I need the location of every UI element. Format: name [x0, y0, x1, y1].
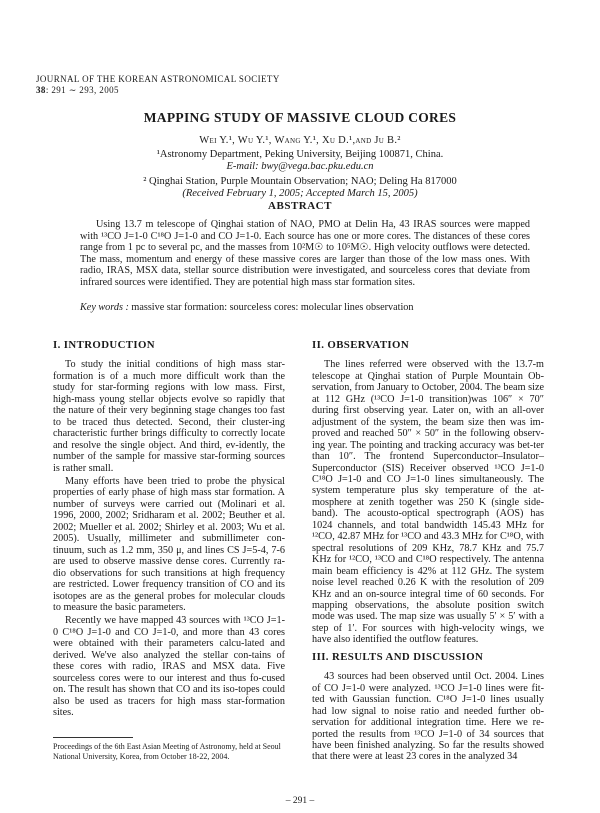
- abstract-heading: ABSTRACT: [268, 200, 332, 212]
- footnote-divider: [53, 737, 133, 738]
- journal-header: [36, 74, 280, 96]
- keywords-value: massive star formation: sourceless cores: molecular lines observation: [128, 302, 414, 313]
- keywords: [80, 302, 530, 313]
- page-number: – 291 –: [285, 796, 315, 806]
- received-dates: (Received February 1, 2005; Accepted March 15, 2005): [182, 188, 418, 199]
- paper-title: MAPPING STUDY OF MASSIVE CLOUD CORES: [143, 110, 457, 125]
- right-column: [312, 340, 544, 765]
- affiliation-1: ¹Astronomy Department, Peking University, Beijing 100871, China.: [156, 149, 444, 160]
- abstract-text: Using 13.7 m telescope of Qinghai station of NAO, PMO at Delin Ha, 43 IRAS sources were mapped with ¹³CO J=1-0 C¹⁸O J=1-0 and CO J=1-0. Each source has one or more cores. The distances of these cores range from 1 pc to several pc, and the masses from 10²M☉ to 10⁵M☉. High velocity outflows were detected. The mass, momentum and energy of these massive cores are larger than those of the low mass ones. With radio, IRAS, MSX data, stellar source distribution were investigated, and sourceless cores that deviate from infrared sources were identified. They are potential high mass star formation sites.: [80, 219, 530, 288]
- left-column: [53, 340, 285, 721]
- section-heading-introduction: I. INTRODUCTION: [53, 339, 155, 351]
- intro-paragraph-1: To study the initial conditions of high mass star-formation is of a much more difficult work than the study for star-forming regions with low mass. First, high-mass young stellar objects evolve so rapidly that the nature of their very beginning stage changes too fast to be traced thus detected. Second, their cluster-ing characteristic further brings difficulty to correctly locate and resolve the single object. And third, ev-idently, the number of the sample for massive star-forming sources is rather small.: [53, 359, 285, 474]
- journal-pages: : 291 ∼ 293, 2005: [45, 85, 119, 95]
- abstract: [80, 219, 530, 289]
- affiliation-2: ² Qinghai Station, Purple Mountain Observation; NAO; Deling Ha 817000: [143, 176, 457, 187]
- footnote: Proceedings of the 6th East Asian Meeting of Astronomy, held at Seoul National University, Korea, from October 18-22, 2004.: [53, 742, 281, 761]
- author-email: E-mail: bwy@vega.bac.pku.edu.cn: [226, 161, 374, 172]
- intro-paragraph-3: Recently we have mapped 43 sources with ¹³CO J=1-0 C¹⁸O J=1-0 and CO J=1-0, and more than 43 cores were obtained with their parameters calcu-lated and derived. We've also analyzed the stellar con-tains of these cores with radio, IRAS and MSX data. Five sourceless cores were to our interest and thus fo-cused on. The result has shown that CO and its iso-topes could also be used as tracers for high mass star-formation sites.: [53, 615, 285, 719]
- journal-volume: 38: [36, 85, 46, 95]
- intro-paragraph-2: Many efforts have been tried to probe the physical properties of early phase of high mass star formation. A number of surveys were carried out (Molinari et al. 1996, 2000, 2002; Sridharam et al. 2002; Beuther et al. 2002; Mueller et al. 2002; Shirley et al. 2003; Wu et al. 2005). Usually, millimeter and submillimeter con-tinuum, such as 1.2 mm, 350 μ, and lines CS J=5-4, 7-6 are used to observe massive dense cores. Currently ra-dio observations for such transitions at high frequency are restricted. Lower frequency transition of CO and its isotopes are as the general probes for molecular clouds to measure the basic parameters.: [53, 475, 285, 613]
- section-heading-observation: II. OBSERVATION: [312, 339, 410, 351]
- journal-issue: [36, 85, 280, 96]
- observation-paragraph-1: The lines referred were observed with the 13.7-m telescope at Qinghai station of Purple Mountain Ob-servation, from January to October, 2004. The beam size at 112 GHz (¹³CO J=1-0 transition)was 106″ × 70″ during first observing year. Later on, with an all-over adjustment of the system, the beam size then was im-proved and reached 50″ × 50″ in the following observ-ing year. The pointing and tracking accuracy was bet-ter than 10″. The frontend Superconductor–Insulator–Superconductor (SIS) Receiver observed ¹³CO J=1-0 C¹⁸O J=1-0 and CO J=1-0 lines simultaneously. The system temperature plus sky temperature of the at-mosphere at zenith together was 250 K (single side-band). The acousto-optical spectrograph (AOS) has 1024 channels, and total bandwidth 145.43 MHz for ¹²CO, 42.87 MHz for ¹³CO and 43.3 MHz for C¹⁸O, with spectral resolutions of 209 KHz, 78.7 KHz and 75.7 KHz for ¹²CO, ¹³CO and C¹⁸O respectively. The antenna main beam efficiency is 42% at 112 GHz. The system noise level reached 0.26 K with the resolution of 209 KHz and an on-source integral time of 60 seconds. For mapping observations, the absolute position switch mode was used. The map size was usually 5′ × 5′ with a step of 1′. For sources with high-velocity wings, we have also identified the outflow features.: [312, 359, 544, 646]
- section-heading-results: III. RESULTS AND DISCUSSION: [312, 650, 484, 663]
- results-paragraph-1: 43 sources had been observed until Oct. 2004. Lines of CO J=1-0 were analyzed. ¹³CO J=1-0 lines were fit-ted with Gaussian function. C¹⁸O J=1-0 lines usually had low signal to noise ratio and needed further ob-servation for additional integration time. Here we re-ported the results from ¹³CO J=1-0 of 34 sources that have been finished analyzing. So far the results showed that there were at least 23 cores in the analyzed 34: [312, 671, 544, 763]
- journal-name: JOURNAL OF THE KOREAN ASTRONOMICAL SOCIETY: [36, 74, 280, 84]
- keywords-label: Key words :: [80, 302, 129, 313]
- author-list: Wei Y.¹, Wu Y.¹, Wang Y.¹, Xu D.¹,and Ju B.²: [199, 135, 401, 146]
